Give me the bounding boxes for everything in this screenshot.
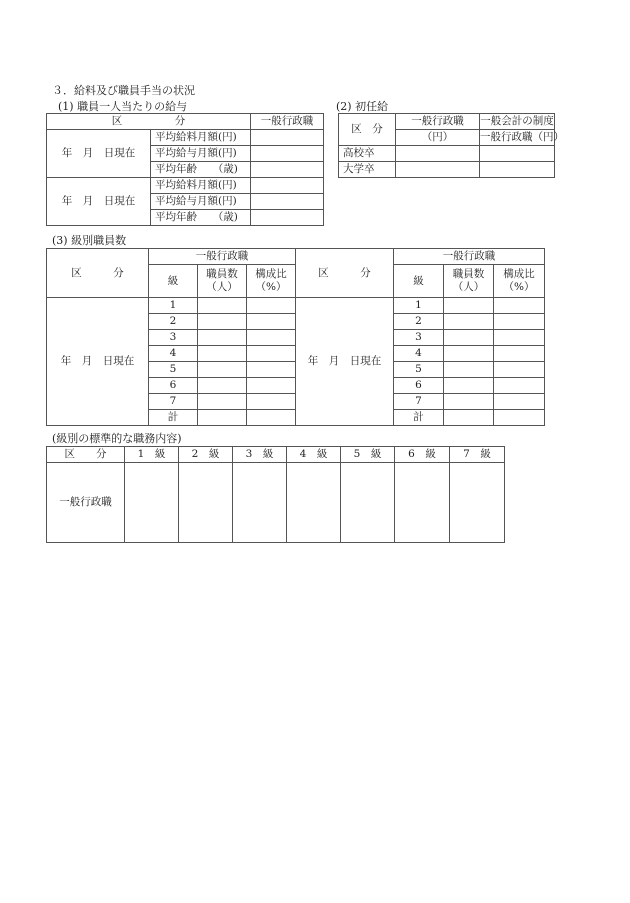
salary-value-cell[interactable] <box>251 210 324 226</box>
duties-header: 区 分 <box>47 447 125 463</box>
grade-value-cell[interactable] <box>494 346 545 362</box>
grade-ratio-header <box>247 265 296 298</box>
grade-value-cell[interactable] <box>444 378 494 394</box>
salary-kubun-header: 区 分 <box>47 114 251 130</box>
grade-count-header <box>198 265 247 298</box>
grade-value-cell[interactable] <box>198 330 247 346</box>
grade-value-cell[interactable] <box>247 410 296 426</box>
starting-table <box>338 113 564 178</box>
grade-date-label-right: 年 月 日現在 <box>296 298 394 426</box>
grade-ratio-header-line1: 構成比 <box>255 268 287 280</box>
grade-ratio-header-line1: 構成比 <box>503 268 535 280</box>
duties-value-cell[interactable] <box>179 463 233 543</box>
grade-value-cell[interactable] <box>247 378 296 394</box>
grade-label: 5 <box>149 362 198 378</box>
salary-item: 平均給料月額(円) <box>151 130 251 146</box>
grade-total-label: 計 <box>149 410 198 426</box>
duties-header: 5 級 <box>341 447 395 463</box>
grade-count-header-line1: 職員数 <box>452 268 485 280</box>
grade-value-cell[interactable] <box>444 298 494 314</box>
duties-header: 1 級 <box>125 447 179 463</box>
grade-label: 6 <box>394 378 444 394</box>
grade-value-cell[interactable] <box>198 298 247 314</box>
salary-item: 平均年齢 （歳) <box>151 210 251 226</box>
duties-value-cell[interactable] <box>233 463 287 543</box>
grade-label: 6 <box>149 378 198 394</box>
grade-value-cell[interactable] <box>444 314 494 330</box>
starting-value-cell[interactable] <box>480 162 555 178</box>
grade-value-cell[interactable] <box>198 378 247 394</box>
grade-label: 1 <box>149 298 198 314</box>
grade-value-cell[interactable] <box>247 330 296 346</box>
grade-value-cell[interactable] <box>198 410 247 426</box>
starting-ippan-header: 一般行政職 <box>396 114 480 130</box>
grade-label: 7 <box>149 394 198 410</box>
duties-header: 3 級 <box>233 447 287 463</box>
duties-value-cell[interactable] <box>287 463 341 543</box>
starting-row-label: 大学卒 <box>339 162 396 178</box>
grade-label: 3 <box>394 330 444 346</box>
grade-label: 1 <box>394 298 444 314</box>
grade-kubun-header-left: 区 分 <box>47 249 149 298</box>
grade-kyu-header: 級 <box>149 265 198 298</box>
grade-value-cell[interactable] <box>247 362 296 378</box>
duties-caption: (級別の標準的な職務内容) <box>52 432 182 445</box>
grade-kubun-header-right: 区 分 <box>296 249 394 298</box>
duties-header: 2 級 <box>179 447 233 463</box>
salary-date-label-2: 年 月 日現在 <box>47 178 151 226</box>
grade-kyu-header: 級 <box>394 265 444 298</box>
grade-value-cell[interactable] <box>494 298 545 314</box>
grade-count-table <box>46 248 545 426</box>
grade-value-cell[interactable] <box>494 394 545 410</box>
salary-item: 平均給料月額(円) <box>151 178 251 194</box>
salary-value-cell[interactable] <box>251 162 324 178</box>
starting-caption: (2) 初任給 <box>336 100 389 113</box>
salary-item: 平均給与月額(円) <box>151 146 251 162</box>
salary-item: 平均年齢 （歳) <box>151 162 251 178</box>
grade-value-cell[interactable] <box>494 362 545 378</box>
grade-value-cell[interactable] <box>198 314 247 330</box>
duties-value-cell[interactable] <box>341 463 395 543</box>
grade-value-cell[interactable] <box>444 346 494 362</box>
grade-ratio-header-line2: （%） <box>503 281 535 293</box>
starting-value-cell[interactable] <box>480 146 555 162</box>
duties-header: 4 級 <box>287 447 341 463</box>
grade-date-label-left: 年 月 日現在 <box>47 298 149 426</box>
grade-ippan-header-left: 一般行政職 <box>149 249 296 265</box>
starting-row-label: 高校卒 <box>339 146 396 162</box>
duties-value-cell[interactable] <box>125 463 179 543</box>
salary-date-label-1: 年 月 日現在 <box>47 130 151 178</box>
grade-value-cell[interactable] <box>247 346 296 362</box>
duties-header: 7 級 <box>450 447 505 463</box>
grade-value-cell[interactable] <box>494 378 545 394</box>
grade-value-cell[interactable] <box>494 330 545 346</box>
salary-caption: (1) 職員一人当たりの給与 <box>58 100 188 113</box>
duties-table <box>46 446 505 543</box>
starting-seido-unit: 一般行政職（円） <box>480 130 555 146</box>
grade-count-header-line2: （人） <box>452 281 485 293</box>
grade-value-cell[interactable] <box>247 394 296 410</box>
grade-value-cell[interactable] <box>198 362 247 378</box>
grade-ratio-header <box>494 265 545 298</box>
starting-kubun-header: 区 分 <box>339 114 396 146</box>
grade-value-cell[interactable] <box>198 346 247 362</box>
grade-label: 7 <box>394 394 444 410</box>
duties-header: 6 級 <box>395 447 450 463</box>
salary-value-cell[interactable] <box>251 130 324 146</box>
grade-value-cell[interactable] <box>198 394 247 410</box>
grade-count-header <box>444 265 494 298</box>
grade-label: 2 <box>149 314 198 330</box>
grade-value-cell[interactable] <box>444 362 494 378</box>
grade-value-cell[interactable] <box>494 314 545 330</box>
duties-value-cell[interactable] <box>450 463 505 543</box>
grade-value-cell[interactable] <box>494 410 545 426</box>
grade-label: 3 <box>149 330 198 346</box>
grade-label: 2 <box>394 314 444 330</box>
grade-label: 4 <box>394 346 444 362</box>
grade-count-caption: (3) 級別職員数 <box>52 234 127 247</box>
grade-ratio-header-line2: （%） <box>255 281 287 293</box>
salary-value-cell[interactable] <box>251 194 324 210</box>
salary-value-cell[interactable] <box>251 146 324 162</box>
grade-count-header-line2: （人） <box>206 281 238 293</box>
starting-ippan-unit: （円） <box>396 130 480 146</box>
grade-ippan-header-right: 一般行政職 <box>394 249 545 265</box>
duties-row-label: 一般行政職 <box>47 463 125 543</box>
grade-value-cell[interactable] <box>444 410 494 426</box>
starting-value-cell[interactable] <box>396 146 480 162</box>
grade-value-cell[interactable] <box>444 394 494 410</box>
salary-ippan-header: 一般行政職 <box>251 114 324 130</box>
grade-value-cell[interactable] <box>247 298 296 314</box>
section-title: ３．給料及び職員手当の状況 <box>52 84 195 97</box>
salary-table <box>46 113 324 226</box>
grade-label: 4 <box>149 346 198 362</box>
starting-seido-header: 一般会計の制度 <box>480 114 555 130</box>
grade-total-label: 計 <box>394 410 444 426</box>
starting-value-cell[interactable] <box>396 162 480 178</box>
grade-value-cell[interactable] <box>247 314 296 330</box>
grade-label: 5 <box>394 362 444 378</box>
grade-value-cell[interactable] <box>444 330 494 346</box>
salary-item: 平均給与月額(円) <box>151 194 251 210</box>
grade-count-header-line1: 職員数 <box>206 268 238 280</box>
salary-value-cell[interactable] <box>251 178 324 194</box>
duties-value-cell[interactable] <box>395 463 450 543</box>
